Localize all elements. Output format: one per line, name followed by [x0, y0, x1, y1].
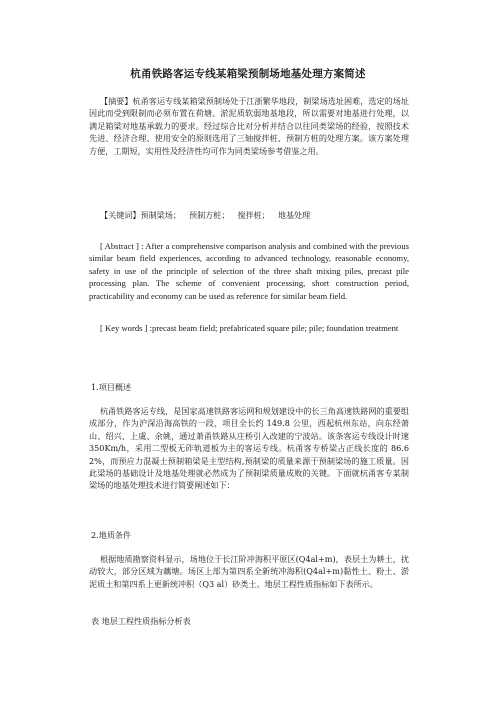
- table-caption: 表 地层工程性质指标分析表: [91, 616, 191, 626]
- keyword-cn-term: 预制梁场；: [140, 210, 181, 220]
- abstract-cn-label: 【摘要】: [100, 96, 133, 106]
- document-title: 杭甬铁路客运专线某箱梁预制场地基处理方案简述: [130, 68, 366, 80]
- abstract-en: [ Abstract ] : After a comprehensive comparison analysis and combined with the previous similar beam field experiences, according to advanced technology, reasonable economy, safety in use of the principle of selection of the three shaft mixing piles, precast pile processing plan. The scheme of convenient processing, short construction period, practicability and economy can be used as reference for similar beam field.: [89, 241, 409, 301]
- section-2-paragraph: 根据地质勘察资料显示，场地位于长江阶冲海积平原区(Q4al+m)，表层土为耕土，扰动较大，部分区域为藕塘。场区上部为第四系全新统冲海积(Q4al+m)黏性土、粉土、淤泥质土和第四系上更新统冲积（Q3 al）砂类土。地层工程性质指标如下表所示。: [89, 554, 409, 589]
- keywords-cn-label: 【关键词】: [100, 210, 141, 220]
- section-1-heading: 1.项目概述: [91, 382, 132, 392]
- keyword-cn-term: 搅拌桩；: [237, 210, 270, 220]
- keyword-cn-term: 地基处理: [277, 210, 311, 220]
- section-1-paragraph: 杭甬铁路客运专线，是国家高速铁路客运网和规划建设中的长三角高速铁路网的重要组成部分，作为沪深沿海高铁的一段，项目全长约 149.8 公里，西起杭州东站，向东经萧山、绍兴、上虞、余姚，通过萧甬铁路从庄桥引入改建的宁波站。该条客运专线设计时速 350Km/h，采用二型板无砟轨道板为主的客运专线。杭甬客专桥梁占正线长度的 86.62%，而预应力混凝土预制箱梁是主型结构,预制梁的质量来源于预制梁场的施工质量。因此梁场的基础设计及地基处理就必然成为了预制梁质量成败的关键。下面就杭甬客专某制梁场的地基处理技术进行简要阐述如下：: [89, 406, 409, 491]
- abstract-cn-text: 杭甬客运专线某箱梁预制场处于江浙繁华地段，制梁场选址困难，选定的场址因此而受到限制而必须布置在荷塘、淤泥质软弱地基地段，所以需要对地基进行处理，以满足箱梁对地基承载力的要求。经过综合比对分析并结合以往同类梁场的经验，按照技术先进、经济合理、使用安全的原则选用了三轴搅拌桩、预制方桩的处理方案。该方案处理方便，工期短，实用性及经济性均可作为同类梁场参考借鉴之用。: [89, 96, 409, 156]
- section-2-heading: 2.地质条件: [91, 530, 132, 540]
- keywords-cn: [89, 209, 409, 221]
- keyword-cn-term: 预制方桩；: [188, 210, 230, 220]
- abstract-cn: [89, 95, 409, 157]
- keywords-en: [ Key words ] :precast beam field; prefabricated square pile; pile; foundation treatment: [100, 323, 399, 333]
